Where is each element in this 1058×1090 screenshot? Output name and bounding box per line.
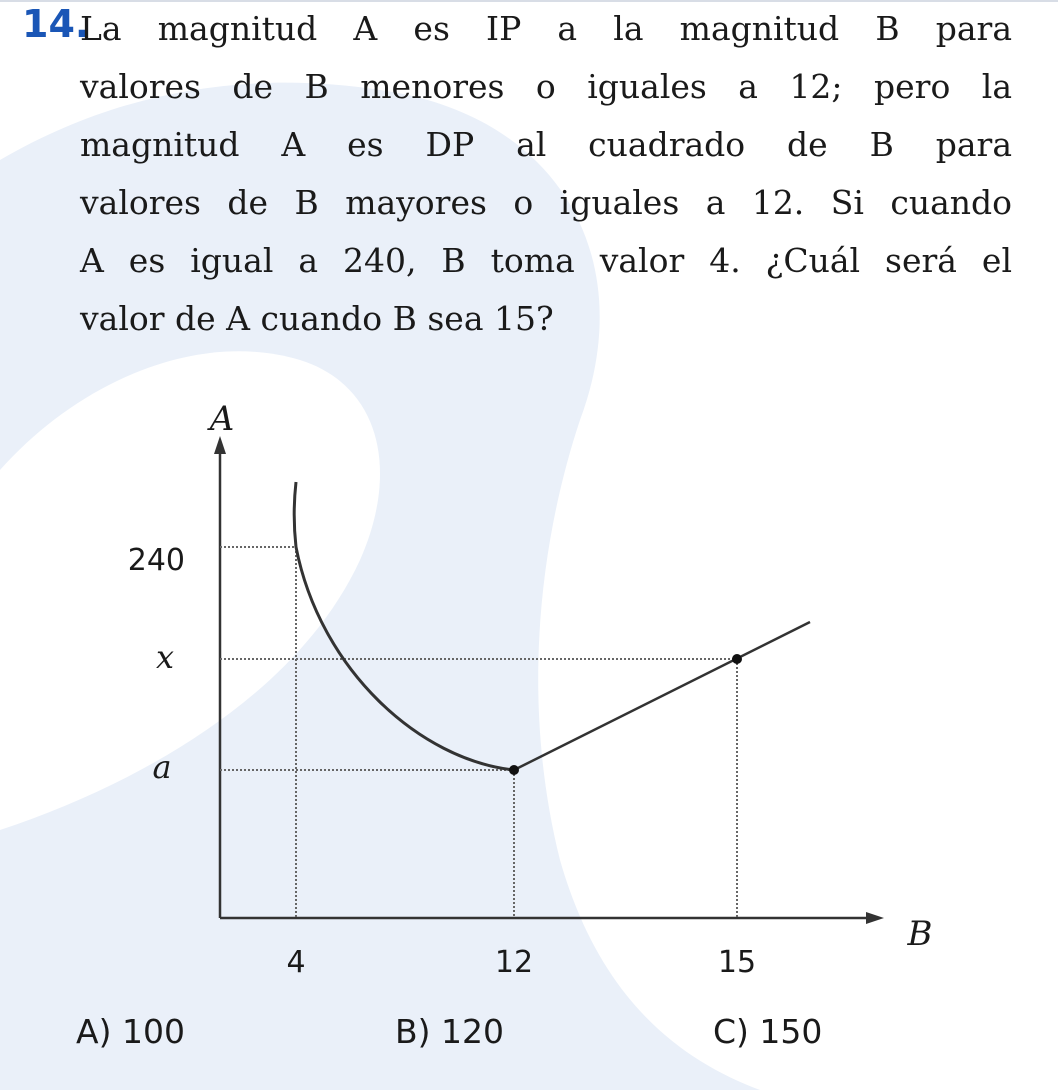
ip-curve bbox=[294, 482, 514, 770]
option-b-value: 120 bbox=[441, 1012, 505, 1051]
x-tick-15: 15 bbox=[717, 945, 757, 980]
problem-number: 14. bbox=[22, 2, 90, 46]
cut-off-next-options bbox=[30, 1082, 1030, 1090]
option-b-label: B) bbox=[395, 1012, 431, 1051]
x-tick-4: 4 bbox=[286, 945, 306, 980]
point-b15 bbox=[732, 654, 742, 664]
option-c[interactable] bbox=[713, 1012, 822, 1051]
statement-line-6: valor de A cuando B sea 15? bbox=[80, 299, 554, 338]
answer-options bbox=[0, 1012, 1058, 1072]
x-tick-12: 12 bbox=[494, 945, 534, 980]
option-b[interactable] bbox=[395, 1012, 504, 1051]
statement-line-2: valores de B menores o iguales a 12; pero la bbox=[80, 67, 1012, 106]
statement-line-5: A es igual a 240, B toma valor 4. ¿Cuál será el bbox=[80, 241, 1012, 280]
option-a-label: A) bbox=[76, 1012, 112, 1051]
y-tick-x: x bbox=[155, 638, 175, 676]
statement-line-3: magnitud A es DP al cuadrado de B para bbox=[80, 125, 1012, 164]
statement-text bbox=[80, 0, 1012, 348]
y-tick-240: 240 bbox=[127, 543, 185, 578]
y-tick-a: a bbox=[152, 748, 172, 786]
option-c-value: 150 bbox=[759, 1012, 823, 1051]
point-b12 bbox=[509, 765, 519, 775]
graph bbox=[0, 380, 1058, 990]
x-axis-label: B bbox=[907, 914, 933, 954]
option-a[interactable] bbox=[76, 1012, 185, 1051]
statement-line-1: La magnitud A es IP a la magnitud B para bbox=[80, 9, 1012, 48]
x-axis-arrow bbox=[866, 912, 884, 924]
option-c-label: C) bbox=[713, 1012, 749, 1051]
y-axis-label: A bbox=[209, 399, 235, 439]
dp-line bbox=[514, 622, 810, 770]
option-a-value: 100 bbox=[121, 1012, 185, 1051]
statement-line-4: valores de B mayores o iguales a 12. Si cuando bbox=[80, 183, 1012, 222]
